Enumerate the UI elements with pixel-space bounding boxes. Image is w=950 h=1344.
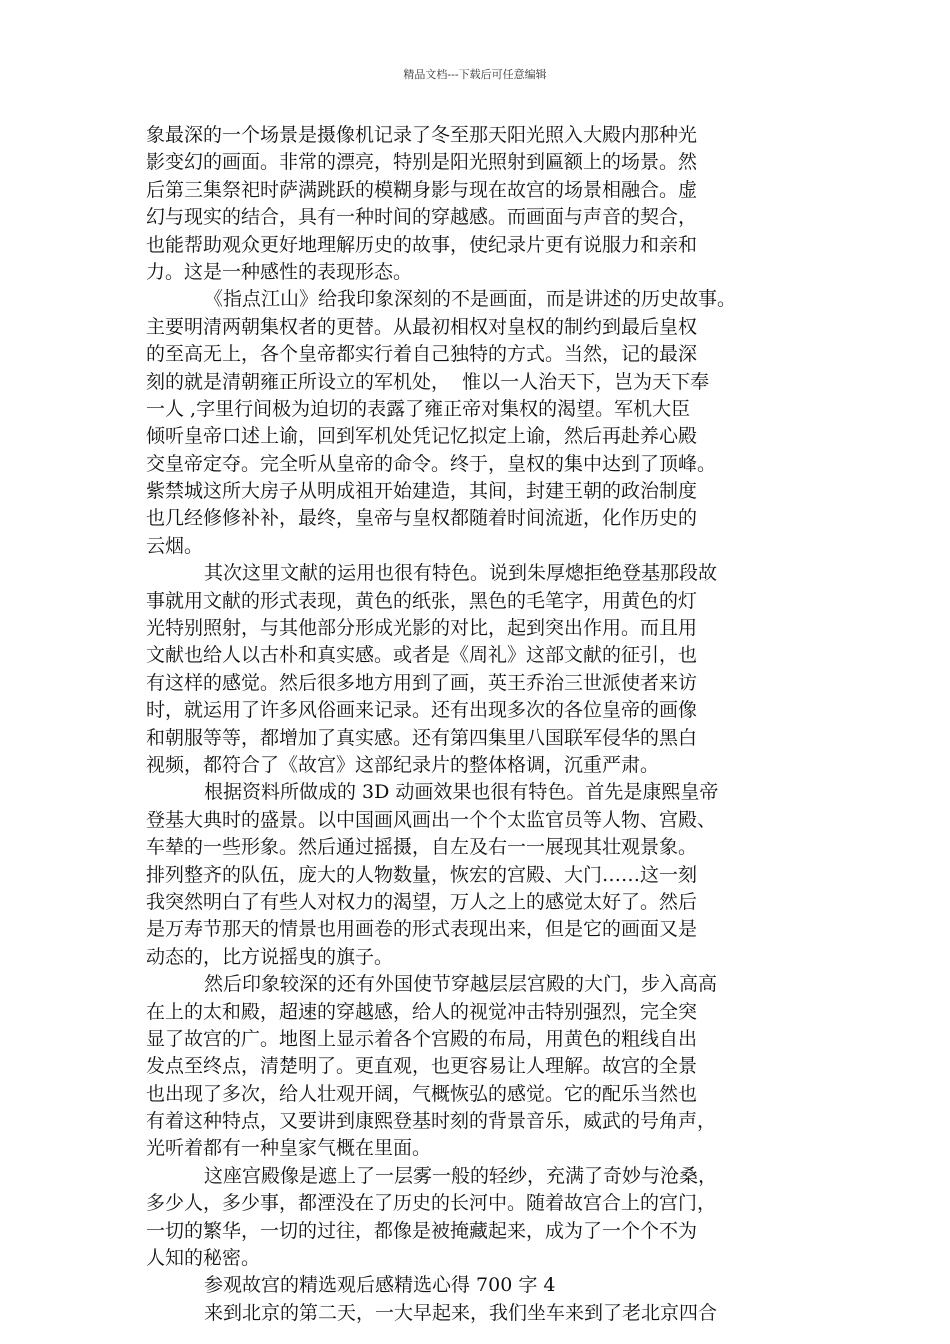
text-line: 云烟。 (146, 534, 204, 557)
text-line: 一人 ,字里行间极为迫切的表露了雍正帝对集权的渴望。军机大臣 (146, 397, 691, 420)
text-line: 其次这里文献的运用也很有特色。说到朱厚熜拒绝登基那段故 (204, 562, 718, 585)
text-line: 的至高无上，各个皇帝都实行着自己独特的方式。当然，记的最深 (146, 343, 698, 366)
text-line: 显了故宫的广。地图上显示着各个宫殿的布局，用黄色的粗线自出 (146, 1027, 698, 1050)
text-line: 象最深的一个场景是摄像机记录了冬至那天阳光照入大殿内那种光 (146, 124, 698, 146)
text-line: 文献也给人以古朴和真实感。或者是《周礼》这部文献的征引，也 (146, 644, 698, 667)
text-line: 光听着都有一种皇家气概在里面。 (146, 1137, 432, 1160)
text-line: 有着这种特点，又要讲到康熙登基时刻的背景音乐，威武的号角声， (146, 1110, 717, 1133)
text-line: 动态的，比方说摇曳的旗子。 (146, 945, 394, 968)
text-line: 有这样的感觉。然后很多地方用到了画，英王乔治三世派使者来访 (146, 671, 698, 694)
text-line: 在上的太和殿，超速的穿越感，给人的视觉冲击特别强烈，完全突 (146, 1000, 698, 1023)
text-line: 登基大典时的盛景。以中国画风画出一个个太监官员等人物、宫殿、 (146, 808, 717, 831)
document-body (146, 122, 826, 1327)
text-line: 后第三集祭祀时萨满跳跃的模糊身影与现在故宫的场景相融合。虚 (146, 178, 698, 201)
text-line: 我突然明白了有些人对权力的渴望，万人之上的感觉太好了。然后 (146, 890, 698, 913)
text-line: 力。这是一种感性的表现形态。 (146, 260, 413, 283)
text-line: 刻的就是清朝雍正所设立的军机处， 惟以一人治天下，岂为天下奉 (146, 370, 710, 393)
text-line: 视频，都符合了《故宫》这部纪录片的整体格调，沉重严肃。 (146, 753, 660, 776)
text-line: 《指点江山》给我印象深刻的不是画面，而是讲述的历史故事。 (204, 288, 737, 311)
text-line: 这座宫殿像是遮上了一层雾一般的轻纱，充满了奇妙与沧桑， (204, 1164, 718, 1187)
text-line: 是万寿节那天的情景也用画卷的形式表现出来，但是它的画面又是 (146, 918, 698, 941)
text-line: 然后印象较深的还有外国使节穿越层层宫殿的大门，步入高高 (204, 973, 718, 996)
text-line: 发点至终点，清楚明了。更直观，也更容易让人理解。故宫的全景 (146, 1055, 698, 1078)
text-line: 光特别照射，与其他部分形成光影的对比，起到突出作用。而且用 (146, 617, 698, 640)
text-line: 来到北京的第二天，一大早起来，我们坐车来到了老北京四合 (204, 1301, 718, 1324)
text-line: 影变幻的画面。非常的漂亮，特别是阳光照射到匾额上的场景。然 (146, 151, 698, 174)
text-line: 一切的繁华，一切的过往，都像是被掩藏起来，成为了一个个不为 (146, 1219, 698, 1242)
text-line: 事就用文献的形式表现，黄色的纸张，黑色的毛笔字，用黄色的灯 (146, 589, 698, 612)
text-line: 也能帮助观众更好地理解历史的故事，使纪录片更有说服力和亲和 (146, 233, 698, 256)
text-line: 多少人，多少事，都湮没在了历史的长河中。随着故宫合上的宫门， (146, 1192, 717, 1215)
text-line: 紫禁城这所大房子从明成祖开始建造，其间，封建王朝的政治制度 (146, 480, 698, 503)
text-line: 车辇的一些形象。然后通过摇摄，自左及右一一展现其壮观景象。 (146, 836, 698, 859)
text-line: 和朝服等等，都增加了真实感。还有第四集里八国联军侵华的黑白 (146, 726, 698, 749)
text-line: 时，就运用了许多风俗画来记录。还有出现多次的各位皇帝的画像 (146, 699, 698, 722)
text-line: 人知的秘密。 (146, 1247, 261, 1270)
text-line: 根据资料所做成的 3D 动画效果也很有特色。首先是康熙皇帝 (204, 781, 719, 804)
text-line: 参观故宫的精选观后感精选心得 700 字 4 (204, 1274, 556, 1297)
text-line: 主要明清两朝集权者的更替。从最初相权对皇权的制约到最后皇权 (146, 315, 698, 338)
text-line: 幻与现实的结合，具有一种时间的穿越感。而画面与声音的契合， (146, 206, 698, 229)
text-line: 倾听皇帝口述上谕，回到军机处凭记忆拟定上谕，然后再赴养心殿 (146, 425, 698, 448)
text-line: 也几经修修补补，最终，皇帝与皇权都随着时间流逝，化作历史的 (146, 507, 698, 530)
text-line: 交皇帝定夺。完全听从皇帝的命令。终于，皇权的集中达到了顶峰。 (146, 452, 717, 475)
text-line: 排列整齐的队伍，庞大的人物数量，恢宏的宫殿、大门……这一刻 (146, 863, 698, 886)
text-line: 也出现了多次，给人壮观开阔，气概恢弘的感觉。它的配乐当然也 (146, 1082, 698, 1105)
page-header: 精品文档---下载后可任意编辑 (403, 68, 547, 81)
